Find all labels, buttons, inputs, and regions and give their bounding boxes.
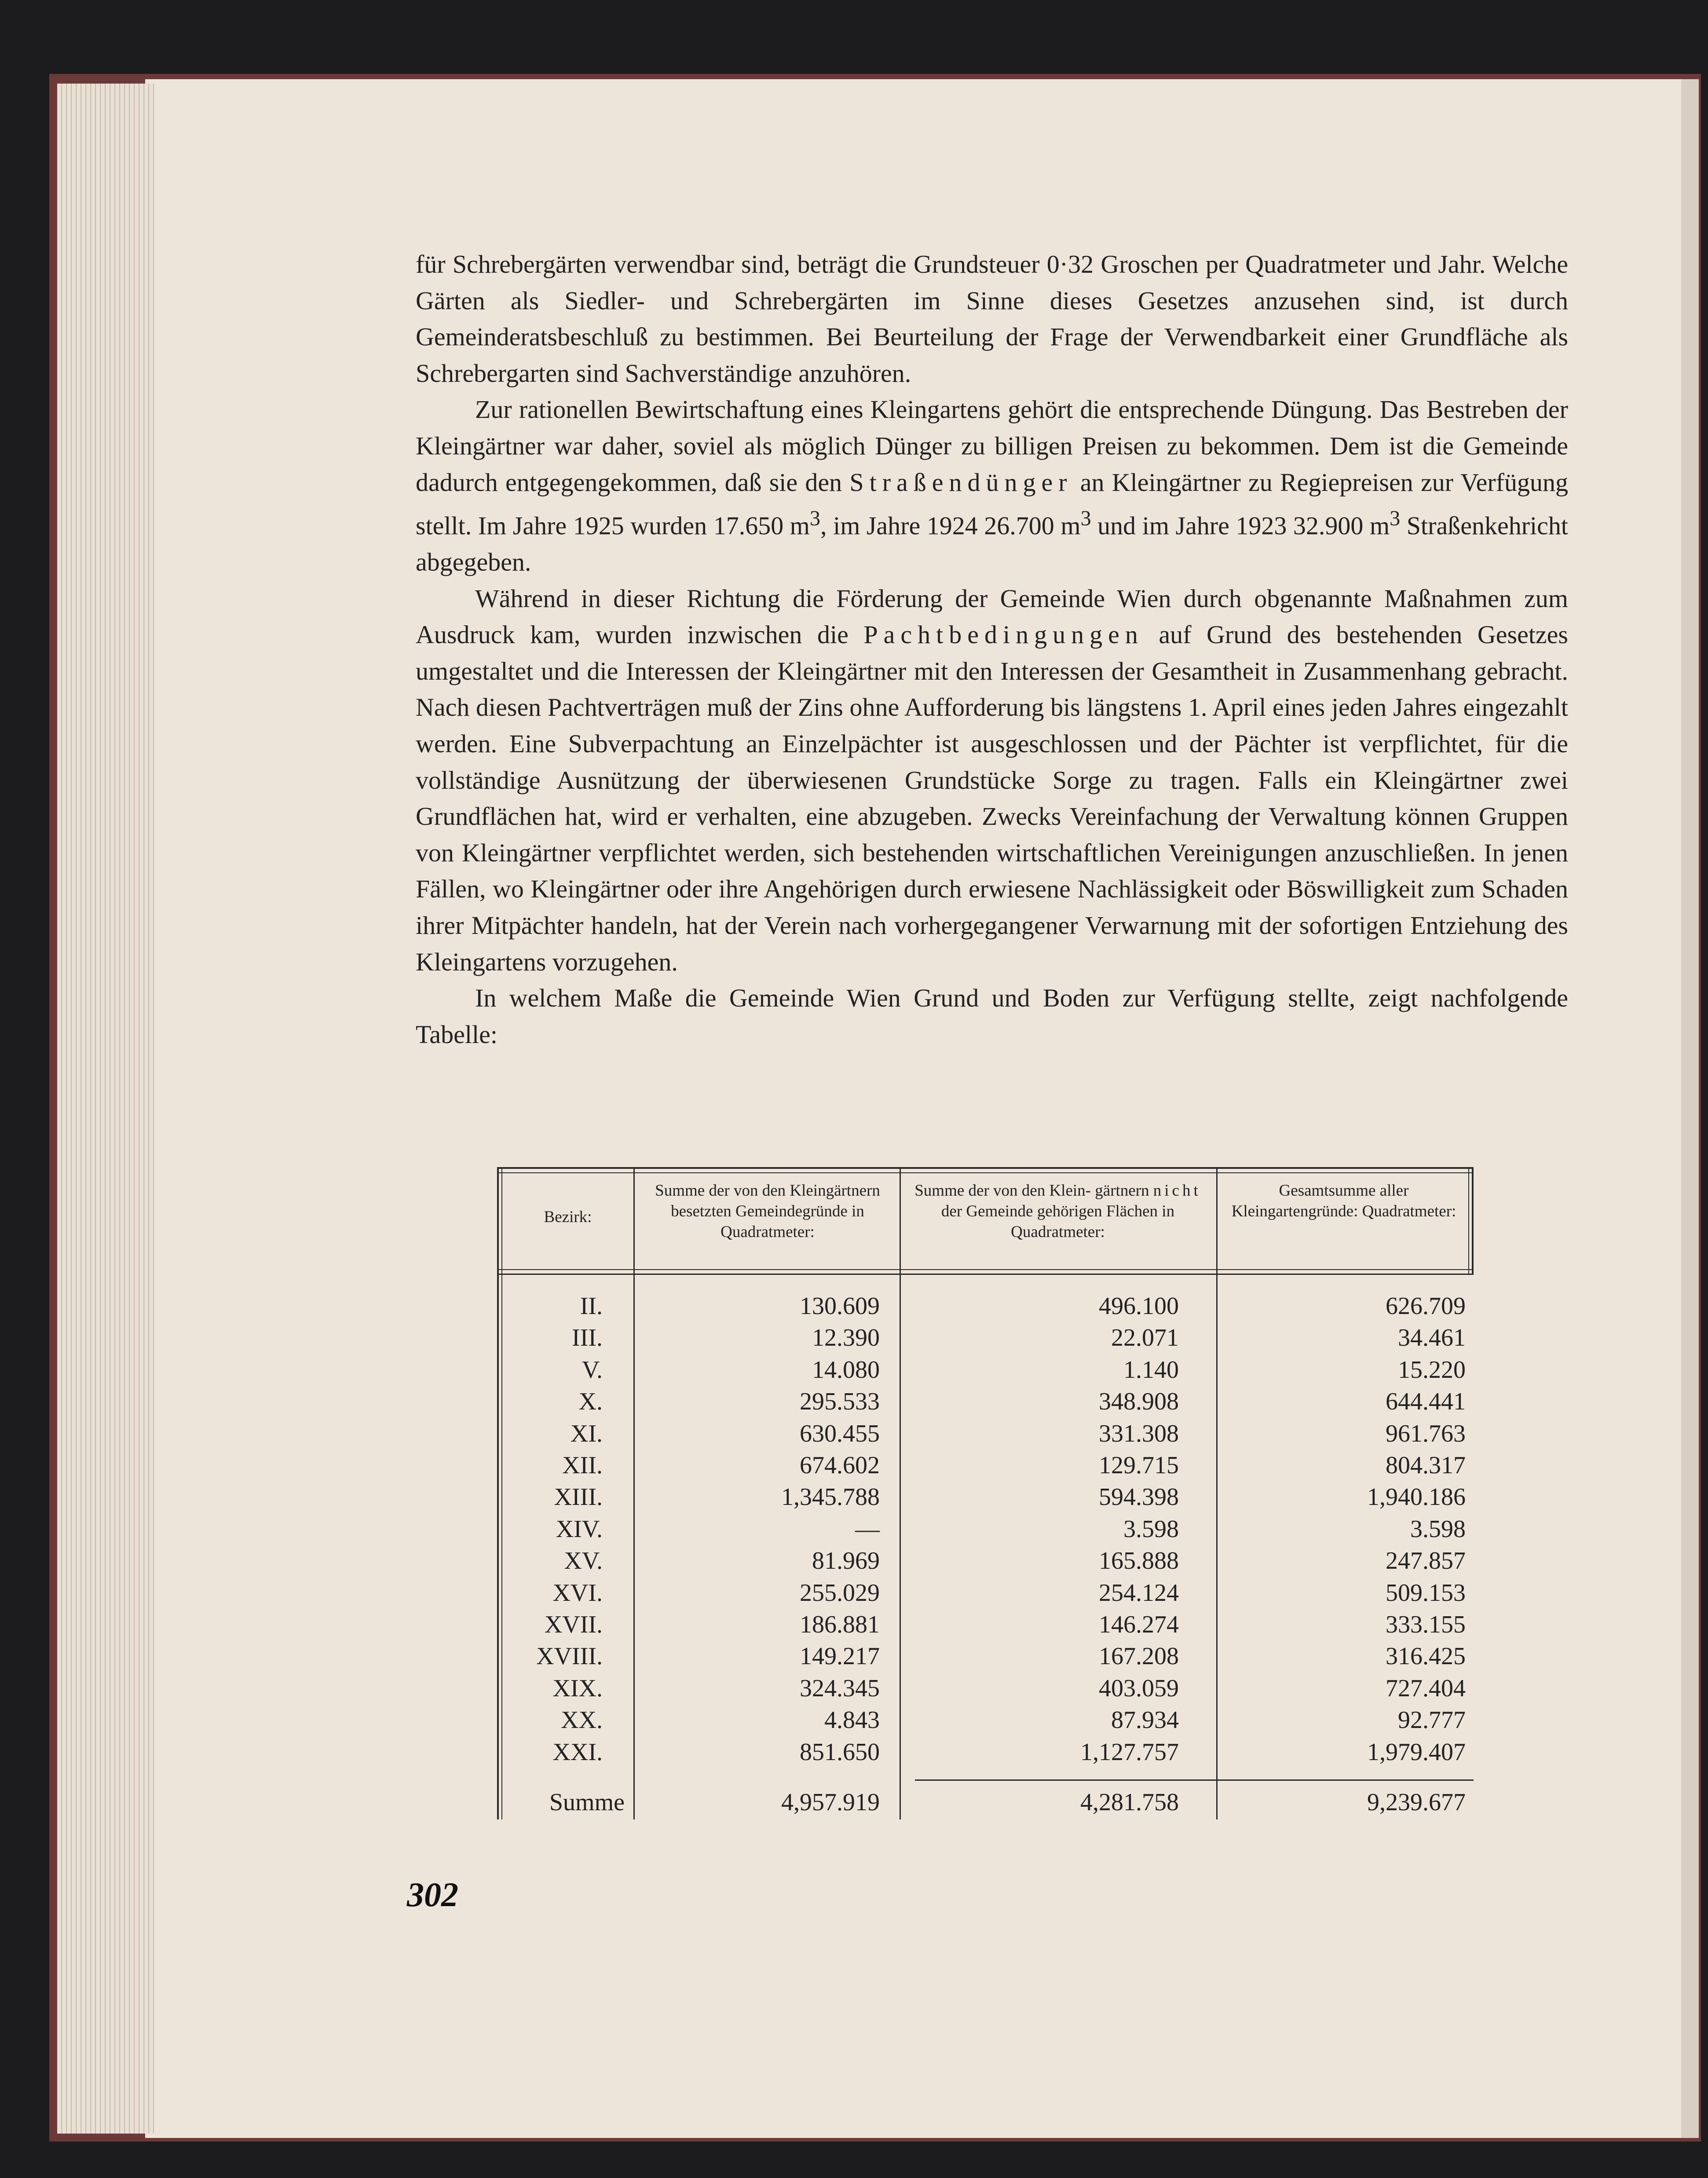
sum-col-a: 4,957.919 <box>781 1789 880 1816</box>
sum-col-b: 4,281.758 <box>1080 1789 1179 1816</box>
row-bezirk: V. <box>582 1356 603 1384</box>
row-col-b: 146.274 <box>1099 1611 1179 1638</box>
row-col-a: 149.217 <box>800 1643 880 1670</box>
row-col-b: 165.888 <box>1099 1547 1179 1575</box>
row-col-a: 4.843 <box>824 1706 880 1734</box>
table-header-rule-2 <box>497 1274 1474 1275</box>
header-col-a: Summe der von den Kleingärtnern besetzten Gemeindegründe in Quadratmeter: <box>655 1182 880 1241</box>
page-edges <box>57 84 154 2134</box>
row-bezirk: XIX. <box>552 1674 603 1702</box>
row-bezirk: XVI. <box>552 1579 603 1607</box>
row-col-c: 34.461 <box>1398 1324 1466 1352</box>
paragraph-2-text-e: Straßenkehricht abgegeben. <box>416 511 1569 577</box>
table-header-rule <box>497 1269 1474 1270</box>
row-col-b: 254.124 <box>1099 1579 1179 1607</box>
superscript-3: 3 <box>1390 507 1401 531</box>
superscript-1: 3 <box>809 507 821 531</box>
row-col-c: 3.598 <box>1410 1515 1466 1543</box>
row-bezirk: XI. <box>570 1420 603 1447</box>
row-col-a: 630.455 <box>800 1420 880 1447</box>
row-bezirk: XV. <box>564 1547 603 1575</box>
data-table <box>497 1167 1474 1819</box>
row-bezirk: XIII. <box>554 1483 603 1511</box>
row-col-b: 167.208 <box>1099 1643 1179 1670</box>
row-bezirk: XVIII. <box>536 1643 603 1670</box>
row-col-c: 626.709 <box>1386 1292 1466 1320</box>
paragraph-3-text-a: Während in dieser Richtung die Förderung der Gemeinde Wien durch obgenannte Maßnahmen zum Ausdruck kam, wurden inzwischen die <box>416 584 1568 649</box>
row-col-a: — <box>855 1515 880 1543</box>
row-col-a: 12.390 <box>812 1324 880 1352</box>
paragraph-4: In welchem Maße die Gemeinde Wien Grund und Boden zur Verfügung stellte, zeigt nachfolgende Tabelle: <box>416 984 1568 1049</box>
header-col-b <box>908 1180 1207 1242</box>
paragraph-2-text-d: und im Jahre 1923 32.900 m <box>1091 511 1390 540</box>
row-col-a: 255.029 <box>800 1579 880 1607</box>
row-col-a: 295.533 <box>800 1388 880 1416</box>
row-bezirk: X. <box>578 1388 603 1416</box>
paragraph-1: für Schrebergärten verwendbar sind, beträgt die Grundsteuer 0·32 Groschen per Quadratmeter und Jahr. Welche Gärten als Siedler- und Schrebergärten im Sinne dieses Gesetzes anzusehen sind, ist durch Gemeinderatsbeschluß zu bestimmen. Bei Beurteilung der Frage der Verwendbarkeit einer Grundfläche als Schrebergarten sind Sachverständige anzuhören. <box>416 250 1568 388</box>
row-bezirk: XII. <box>562 1452 603 1479</box>
row-col-c: 961.763 <box>1386 1420 1466 1447</box>
row-col-b: 129.715 <box>1099 1452 1179 1479</box>
paragraph-3 <box>416 581 1568 981</box>
row-col-c: 727.404 <box>1386 1674 1466 1702</box>
row-bezirk: III. <box>572 1324 603 1352</box>
header-col-b-text-b: der Gemeinde gehörigen Flächen in Quadratmeter: <box>941 1202 1175 1241</box>
header-col-b-text-a: Summe der von den Klein- gärtnern <box>914 1182 1153 1200</box>
paragraph-2-text-a: Zur rationellen Bewirtschaftung eines Kleingartens gehört die entsprechende Düngung. Das Bestreben der Kleingärtner war daher, soviel als möglich Dünger zu billigen Preisen zu bekommen. Dem ist die Gemeinde dadurch entgegengekommen, daß sie den <box>416 395 1568 497</box>
row-col-b: 1.140 <box>1123 1356 1179 1384</box>
row-col-b: 594.398 <box>1099 1483 1179 1511</box>
sum-label: Summe <box>549 1789 625 1816</box>
row-col-a: 14.080 <box>812 1356 880 1384</box>
superscript-2: 3 <box>1080 507 1091 531</box>
table-top-rule-2 <box>497 1172 1474 1173</box>
page-right-edge <box>1681 79 1699 2138</box>
table-top-rule <box>497 1167 1474 1169</box>
table-sum-rule <box>915 1779 1474 1781</box>
row-col-b: 3.598 <box>1123 1515 1179 1543</box>
row-col-a: 674.602 <box>800 1452 880 1479</box>
row-col-a: 324.345 <box>800 1674 880 1702</box>
row-col-c: 333.155 <box>1386 1611 1466 1638</box>
paragraph-3-text-b: auf Grund des bestehenden Gesetzes umgestaltet und die Interessen der Kleingärtner mit den Interessen der Gesamtheit in Zusammenhang gebracht. Nach diesen Pachtverträgen muß der Zins ohne Aufforderung bis längstens 1. April eines jeden Jahres eingezahlt werden. Eine Subverpachtung an Einzelpächter ist ausgeschlossen und der Pächter ist verpflichtet, für die vollständige Ausnützung der überwiesenen Grundstücke Sorge zu tragen. Falls ein Kleingärtner zwei Grundflächen hat, wird er verhalten, eine abzugeben. Zwecks Vereinfachung der Verwaltung können Gruppen von Kleingärtner verpflichtet werden, sich bestehenden wirtschaftlichen Vereinigungen anzuschließen. In jenen Fällen, wo Kleingärtner oder ihre Angehörigen durch erwiesene Nachlässigkeit oder Böswilligkeit zum Schaden ihrer Mitpächter handeln, hat der Verein nach vorhergegangener Verwarnung mit der sofortigen Entziehung des Kleingartens vorzugehen. <box>416 620 1568 976</box>
row-col-c: 15.220 <box>1398 1356 1466 1384</box>
row-col-b: 1,127.757 <box>1080 1738 1179 1766</box>
pachtbedingungen-emphasis: Pachtbedingungen <box>863 620 1144 649</box>
row-col-b: 496.100 <box>1099 1292 1179 1320</box>
row-col-a: 130.609 <box>800 1292 880 1320</box>
row-col-c: 644.441 <box>1386 1388 1466 1416</box>
header-col-c: Gesamtsumme aller Kleingartengründe: Quadratmeter: <box>1231 1182 1456 1220</box>
row-col-a: 1,345.788 <box>781 1483 880 1511</box>
row-col-b: 87.934 <box>1111 1706 1179 1734</box>
table-right-rule-2 <box>1472 1167 1474 1275</box>
row-col-a: 81.969 <box>812 1547 880 1575</box>
header-nicht-emphasis: nicht <box>1153 1182 1201 1200</box>
page-number: 302 <box>407 1875 458 1914</box>
row-col-b: 403.059 <box>1099 1674 1179 1702</box>
paragraph-2-text-b: an Kleingärtner zu Regiepreisen zur Verfügung stellt. Im Jahre 1925 wurden 17.650 m <box>416 468 1568 540</box>
row-col-b: 348.908 <box>1099 1388 1179 1416</box>
row-col-c: 509.153 <box>1386 1579 1466 1607</box>
row-col-b: 331.308 <box>1099 1420 1179 1447</box>
row-bezirk: II. <box>580 1292 603 1320</box>
body-text <box>416 246 1568 1053</box>
paragraph-2-text-c: , im Jahre 1924 26.700 m <box>820 511 1081 540</box>
strassenduenger-emphasis: Straßendünger <box>849 468 1073 497</box>
row-col-c: 316.425 <box>1386 1643 1466 1670</box>
row-bezirk: XX. <box>561 1706 603 1734</box>
paragraph-2 <box>416 392 1568 580</box>
sum-col-c: 9,239.677 <box>1367 1789 1466 1816</box>
row-col-b: 22.071 <box>1111 1324 1179 1352</box>
row-col-a: 851.650 <box>800 1738 880 1766</box>
row-col-c: 92.777 <box>1398 1706 1466 1734</box>
row-bezirk: XXI. <box>552 1738 603 1766</box>
row-col-c: 804.317 <box>1386 1452 1466 1479</box>
row-col-c: 1,979.407 <box>1367 1738 1466 1766</box>
header-bezirk: Bezirk: <box>544 1208 592 1226</box>
table-right-rule <box>1468 1167 1469 1275</box>
row-col-c: 1,940.186 <box>1367 1483 1466 1511</box>
row-col-c: 247.857 <box>1386 1547 1466 1575</box>
row-col-a: 186.881 <box>800 1611 880 1638</box>
row-bezirk: XVII. <box>544 1611 603 1638</box>
row-bezirk: XIV. <box>556 1515 603 1543</box>
